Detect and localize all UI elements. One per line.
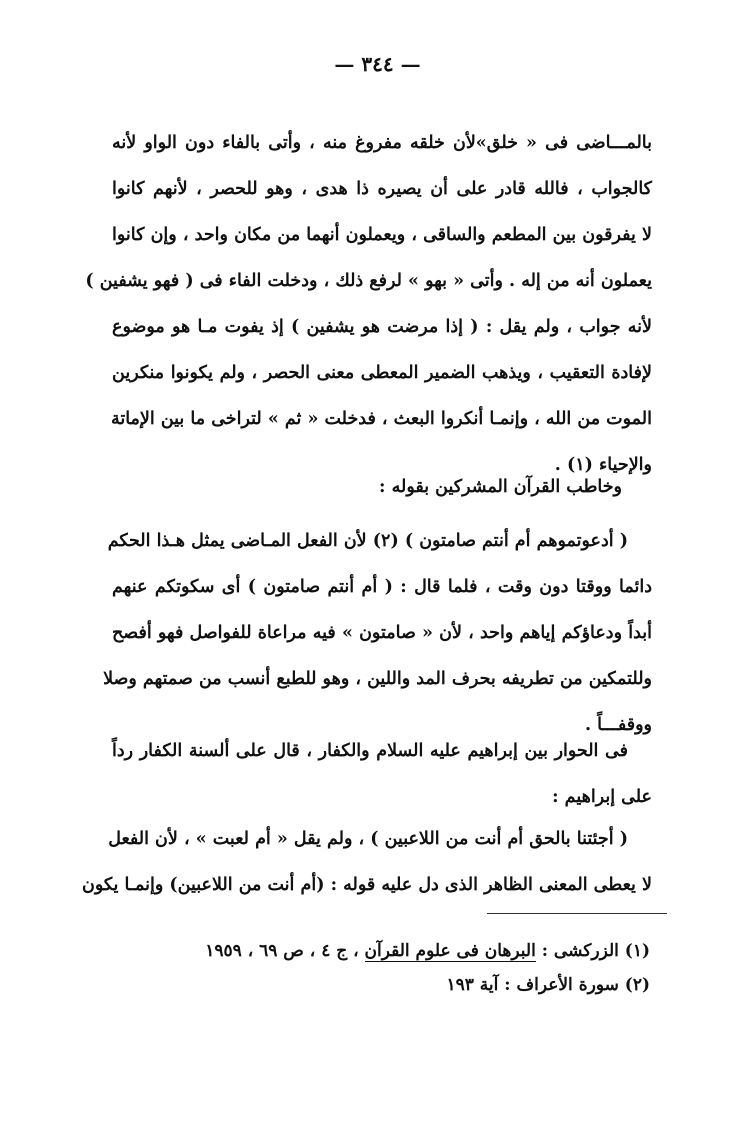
text-line: على إبراهيم : [552,787,652,807]
text-line: ووقفـــاً . [584,715,652,735]
page-number: — ٣٤٤ — [334,52,421,76]
footnote-divider [487,913,667,914]
text-line: وللتمكين من تطريفه بحرف المد واللين ، وهو للطبع أنسب من صمتهم وصلا [103,669,652,689]
paragraph-5 [82,816,652,908]
text-line: ( أدعوتموهم أم أنتم صامتون ) (٢) لأن الفعل المـاضى يمثل هـذا الحكم [107,531,628,551]
text-line: لا يفرقون بين المطعم والساقى ، ويعملون أنهما من مكان واحد ، وإن كانوا [112,225,652,245]
text-line: لإفادة التعقيب ، ويذهب الضمير المعطى معنى الحصر ، ولم يكونوا منكرين [112,363,652,383]
text-line: دائما ووقتا دون وقت ، فلما قال : ( أم أنتم صامتون ) أى سكوتكم عنهم [112,577,652,597]
text-line: وخاطب القرآن المشركين بقوله : [379,477,622,497]
paragraph-1 [85,120,652,488]
paragraph-2 [112,464,652,510]
paragraph-3 [103,518,652,748]
text-line: لا يعطى المعنى الظاهر الذى دل عليه قوله : (أم أنت من اللاعبين) وإنمـا يكون [82,875,652,895]
footnote-1 [170,934,650,968]
text-line: لأنه جواب ، ولم يقل : ( إذا مرضت هو يشفين ) إذ يفوت مـا هو موضوع [112,317,652,337]
text-line: الموت من الله ، وإنمـا أنكروا البعث ، فدخلت « ثم » لتراخى ما بين الإماتة [110,409,652,429]
footnote-1-title: البرهان فى علوم القرآن [364,941,536,961]
footnote-2: (٢) سورة الأعراف : آية ١٩٣ [446,975,650,995]
footnote-1-prefix: (١) الزركشى : [535,941,650,961]
text-line: يعملون أنه من إله . وأتى « بهو » لرفع ذلك ، ودخلت الفاء فى ( فهو يشفين ) [85,271,652,291]
text-line: كالجواب ، فالله قادر على أن يصيره ذا هدى ، وهو للحصر ، لأنهم كانوا [112,179,652,199]
text-line: ( أجئتنا بالحق أم أنت من اللاعبين ) ، ولم يقل « أم لعبت » ، لأن الفعل [108,829,628,849]
text-line: بالمـــاضى فى « خلق»لأن خلقه مفروغ منه ، وأتى بالفاء دون الواو لأنه [112,133,652,153]
footnotes [170,934,650,1002]
paragraph-4 [112,728,652,820]
text-line: أبداً ودعاؤكم إياهم واحد ، لأن « صامتون » فيه مراعاة للفواصل فهو أفصح [112,623,652,643]
footnote-1-suffix: ، ج ٤ ، ص ٦٩ ، ١٩٥٩ [205,941,365,961]
text-line: فى الحوار بين إبراهيم عليه السلام والكفار ، قال على ألسنة الكفار رداً [112,741,628,761]
text-line: والإحياء (١) . [554,455,652,475]
